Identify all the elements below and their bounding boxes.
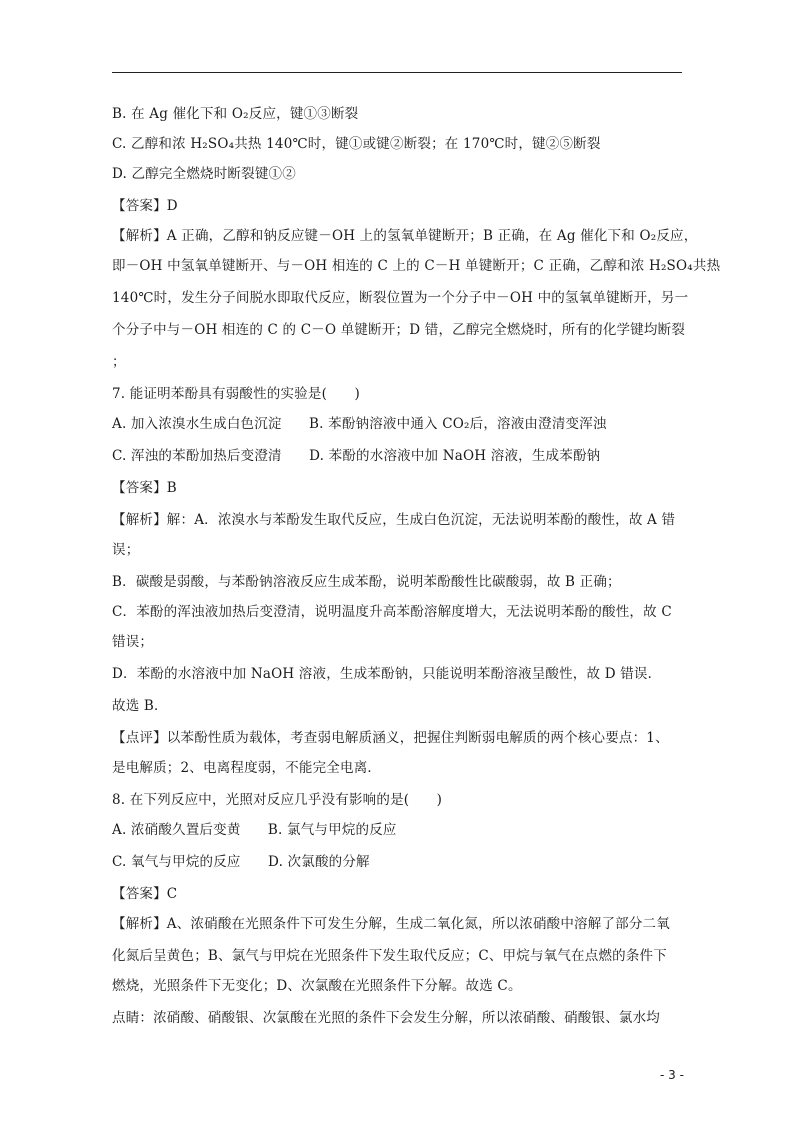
text-line: 点睛：浓硝酸、硝酸银、次氯酸在光照的条件下会发生分解，所以浓硝酸、硝酸银、氯水均 (112, 1010, 660, 1026)
question-title: 7. 能证明苯酚具有弱酸性的实验是( ) (112, 386, 360, 402)
text-line: 140℃时，发生分子间脱水即取代反应，断裂位置为一个分子中－OH 中的氢氧单键断开，另一 (112, 290, 689, 306)
option-line: A. 浓硝酸久置后变黄 B. 氯气与甲烷的反应 (112, 822, 397, 838)
question-title: 8. 在下列反应中，光照对反应几乎没有影响的是( ) (112, 792, 443, 808)
page-number: - 3 - (660, 1068, 684, 1082)
text-line: 错误； (112, 634, 154, 650)
text-line: C．苯酚的浑浊液加热后变澄清，说明温度升高苯酚溶解度增大，无法说明苯酚的酸性，故 C (112, 604, 672, 620)
text-line: 【解析】解：A．浓溴水与苯酚发生取代反应，生成白色沉淀，无法说明苯酚的酸性，故 A 错 (112, 512, 676, 528)
text-line: C. 乙醇和浓 H₂SO₄共热 140℃时，键①或键②断裂；在 170℃时，键②⑤断裂 (112, 136, 601, 152)
text-line: 个分子中与－OH 相连的 C 的 C－O 单键断开；D 错，乙醇完全燃烧时，所有的化学键均断裂 (112, 322, 686, 338)
text-line: 【点评】以苯酚性质为载体，考查弱电解质涵义，把握住判断弱电解质的两个核心要点：1、 (112, 730, 669, 746)
answer-label: 【答案】B (112, 480, 177, 496)
option-line: C. 浑浊的苯酚加热后变澄清 D. 苯酚的水溶液中加 NaOH 溶液，生成苯酚钠 (112, 448, 601, 464)
text-line: 燃烧，光照条件下无变化；D、次氯酸在光照条件下分解。故选 C。 (112, 978, 522, 994)
text-line: D．苯酚的水溶液中加 NaOH 溶液，生成苯酚钠，只能说明苯酚溶液呈酸性，故 D 错误． (112, 666, 662, 682)
text-line: B. 在 Ag 催化下和 O₂反应，键①③断裂 (112, 106, 359, 122)
answer-label: 【答案】D (112, 198, 178, 214)
header-rule (112, 72, 682, 73)
text-line: ； (112, 354, 126, 370)
text-line: B．碳酸是弱酸，与苯酚钠溶液反应生成苯酚，说明苯酚酸性比碳酸弱，故 B 正确； (112, 574, 621, 590)
text-line: 【解析】A 正确，乙醇和钠反应键－OH 上的氢氧单键断开；B 正确，在 Ag 催化下和 O₂反应， (112, 228, 698, 244)
answer-label: 【答案】C (112, 886, 178, 902)
text-line: 故选 B． (112, 698, 168, 714)
text-line: 是电解质；2、电离程度弱，不能完全电离． (112, 760, 382, 776)
text-line: 误； (112, 542, 140, 558)
text-line: D. 乙醇完全燃烧时断裂键①② (112, 166, 296, 182)
option-line: C. 氧气与甲烷的反应 D. 次氯酸的分解 (112, 854, 370, 870)
text-line: 即－OH 中氢氧单键断开、与－OH 相连的 C 上的 C－H 单键断开；C 正确，乙醇和浓 H₂SO₄共热 (112, 258, 721, 274)
text-line: 化氮后呈黄色；B、氯气与甲烷在光照条件下发生取代反应；C、甲烷与氧气在点燃的条件下 (112, 948, 667, 964)
text-line: 【解析】A、浓硝酸在光照条件下可发生分解，生成二氧化氮，所以浓硝酸中溶解了部分二氧 (112, 916, 670, 932)
option-line: A. 加入浓溴水生成白色沉淀 B. 苯酚钠溶液中通入 CO₂后，溶液由澄清变浑浊 (112, 416, 607, 432)
